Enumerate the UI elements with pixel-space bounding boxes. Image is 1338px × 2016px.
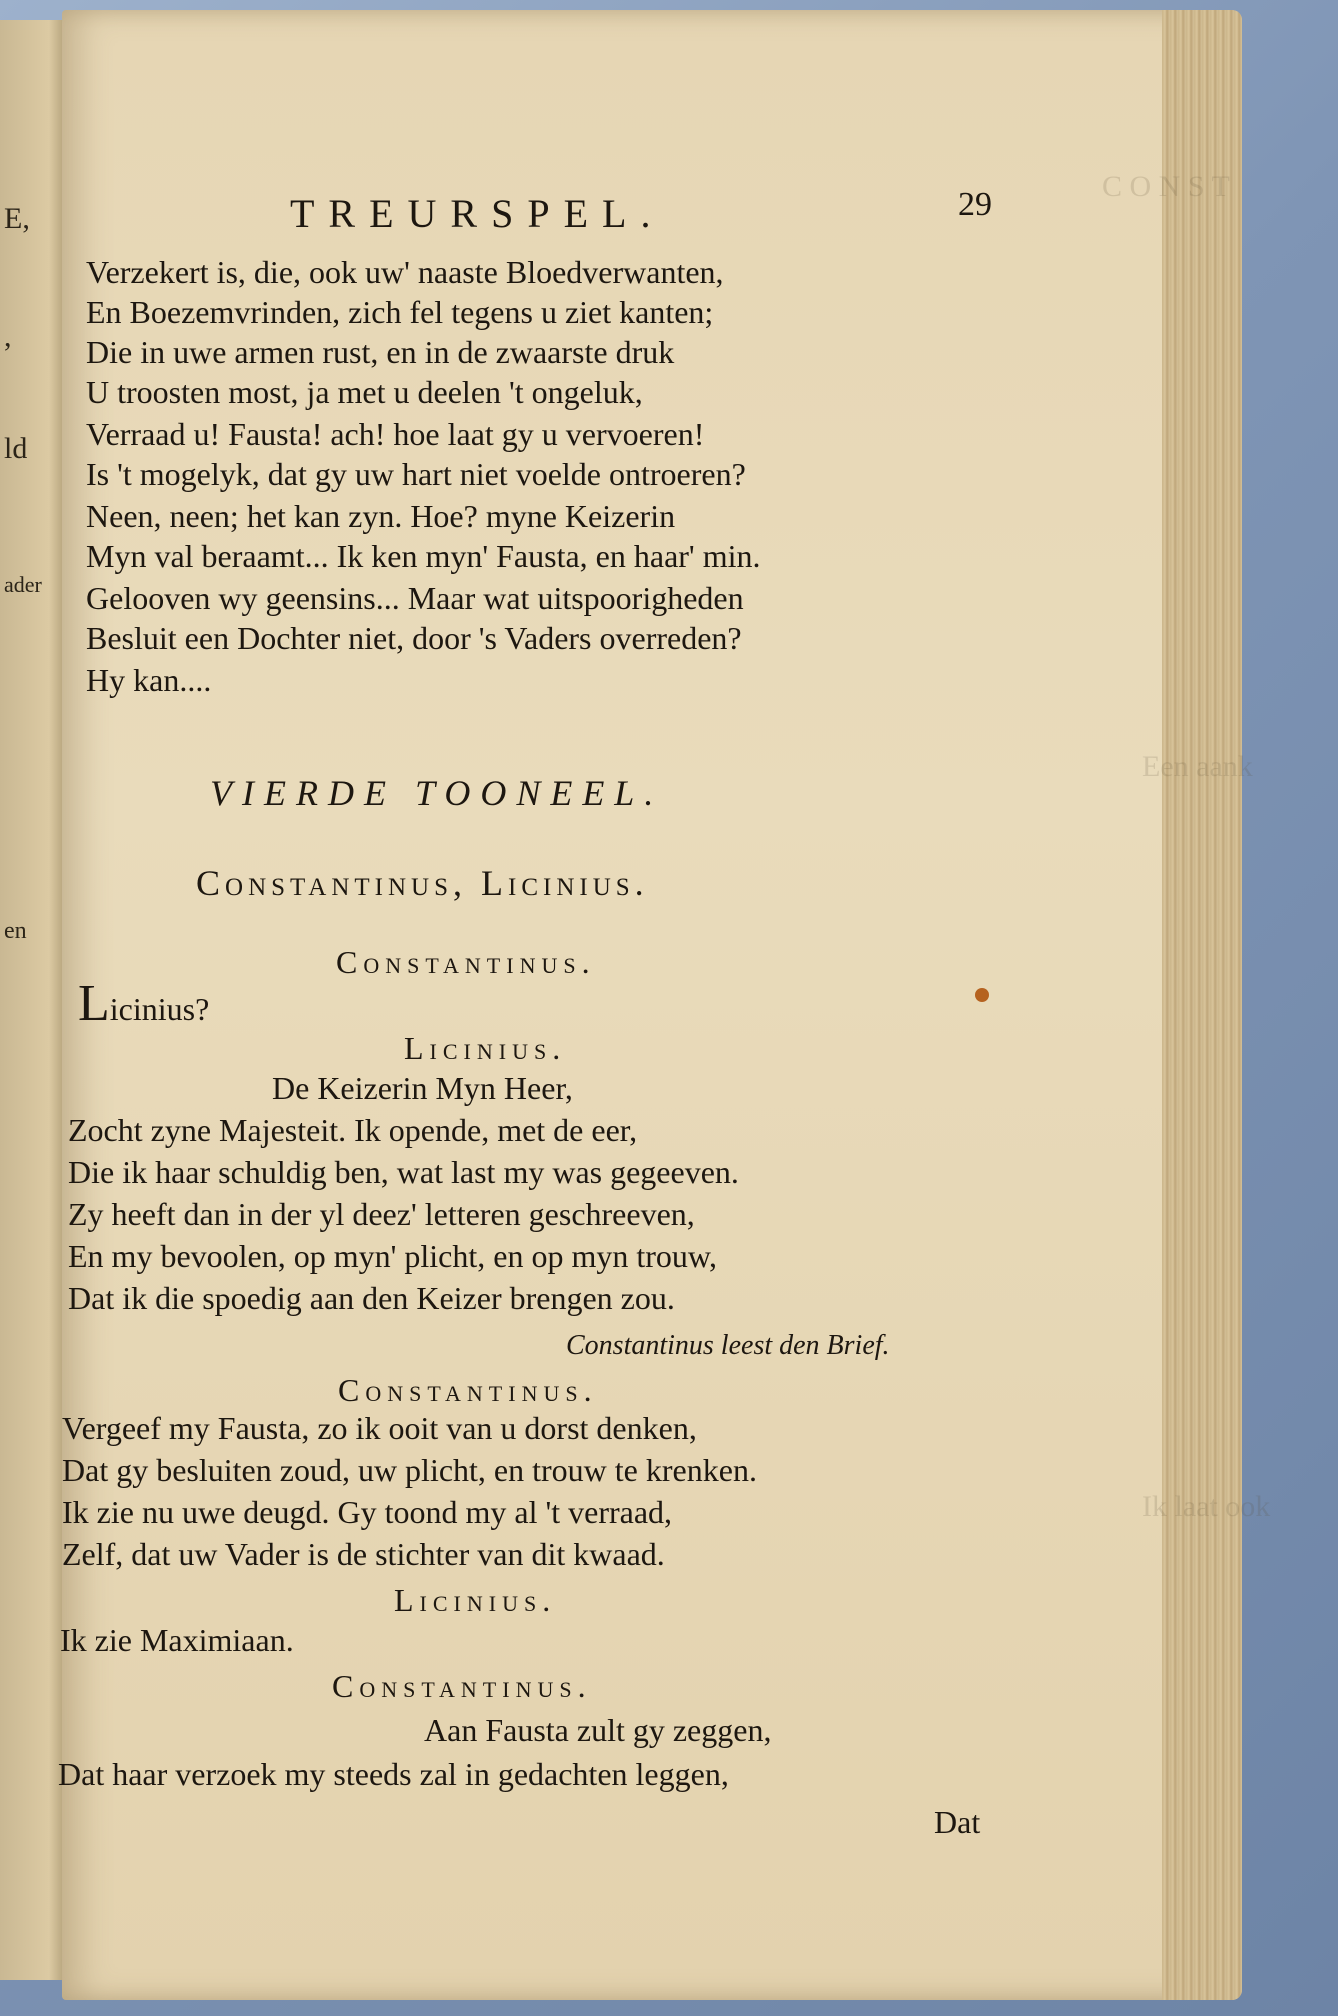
left-page-fragment: E, xyxy=(4,202,30,235)
verse-line: Vergeef my Fausta, zo ik ooit van u dorst denken, xyxy=(62,1410,697,1446)
verse-line: Dat ik die spoedig aan den Keizer brengen zou. xyxy=(68,1280,675,1316)
verse-line: Ik zie nu uwe deugd. Gy toond my al 't verraad, xyxy=(62,1494,673,1530)
speaker-name: Licinius. xyxy=(404,1030,567,1066)
drop-cap: L xyxy=(78,975,110,1032)
verse-line: Is 't mogelyk, dat gy uw hart niet voelde ontroeren? xyxy=(86,456,746,492)
verse-line: Gelooven wy geensins... Maar wat uitspoorigheden xyxy=(86,580,744,616)
dialogue-line-rest: icinius? xyxy=(109,991,210,1027)
ink-stain xyxy=(975,988,989,1002)
verse-line: Zocht zyne Majesteit. Ik opende, met de eer, xyxy=(68,1112,638,1148)
bleed-through-text: Een aank xyxy=(1142,750,1253,783)
verse-line: En my bevoolen, op myn' plicht, en op myn trouw, xyxy=(68,1238,717,1274)
speaker-name: Licinius. xyxy=(394,1582,557,1618)
verse-line: Ik zie Maximiaan. xyxy=(60,1622,294,1658)
speaker-name: Constantinus. xyxy=(336,944,596,980)
bleed-through-text: C O N S T xyxy=(1102,170,1230,203)
verse-line: En Boezemvrinden, zich fel tegens u ziet kanten; xyxy=(86,294,714,330)
scene-title: VIERDE TOONEEL. xyxy=(210,773,664,813)
left-page-edge xyxy=(0,20,70,1980)
verse-line: Zy heeft dan in der yl deez' letteren geschreeven, xyxy=(68,1196,695,1232)
stage-direction: Constantinus leest den Brief. xyxy=(566,1330,890,1361)
left-page-fragment: , xyxy=(4,320,12,353)
verse-line: Die ik haar schuldig ben, wat last my was gegeeven. xyxy=(68,1154,739,1190)
bleed-through-text: Ik laat ook xyxy=(1142,1490,1271,1523)
verse-line: Verzekert is, die, ook uw' naaste Bloedverwanten, xyxy=(86,254,724,290)
verse-line: De Keizerin Myn Heer, xyxy=(272,1070,573,1106)
left-page-fragment: en xyxy=(4,918,27,944)
left-page-fragment: ld xyxy=(4,432,28,465)
verse-line: Dat gy besluiten zoud, uw plicht, en trouw te krenken. xyxy=(62,1452,757,1488)
page-edge-stack xyxy=(1162,10,1242,2000)
verse-line: Myn val beraamt... Ik ken myn' Fausta, en haar' min. xyxy=(86,538,761,574)
speaker-name: Constantinus. xyxy=(332,1668,592,1704)
dialogue-line xyxy=(78,975,210,1032)
verse-line: Besluit een Dochter niet, door 's Vaders overreden? xyxy=(86,620,742,656)
running-title: TREURSPEL. xyxy=(290,191,665,236)
verse-line: Dat haar verzoek my steeds zal in gedachten leggen, xyxy=(58,1756,729,1792)
verse-line: Verraad u! Fausta! ach! hoe laat gy u vervoeren! xyxy=(86,416,705,452)
catchword: Dat xyxy=(934,1804,981,1840)
dramatis-personae: Constantinus, Licinius. xyxy=(196,863,649,903)
verse-line: Die in uwe armen rust, en in de zwaarste druk xyxy=(86,334,675,370)
verse-line: Hy kan.... xyxy=(86,662,212,698)
page-number: 29 xyxy=(958,186,992,223)
speaker-name: Constantinus. xyxy=(338,1372,598,1408)
verse-line: Zelf, dat uw Vader is de stichter van dit kwaad. xyxy=(62,1536,665,1572)
verse-line: Aan Fausta zult gy zeggen, xyxy=(424,1712,772,1748)
left-page-fragment: ader xyxy=(4,572,42,597)
verse-line: Neen, neen; het kan zyn. Hoe? myne Keizerin xyxy=(86,498,676,534)
verse-line: U troosten most, ja met u deelen 't ongeluk, xyxy=(86,374,643,410)
